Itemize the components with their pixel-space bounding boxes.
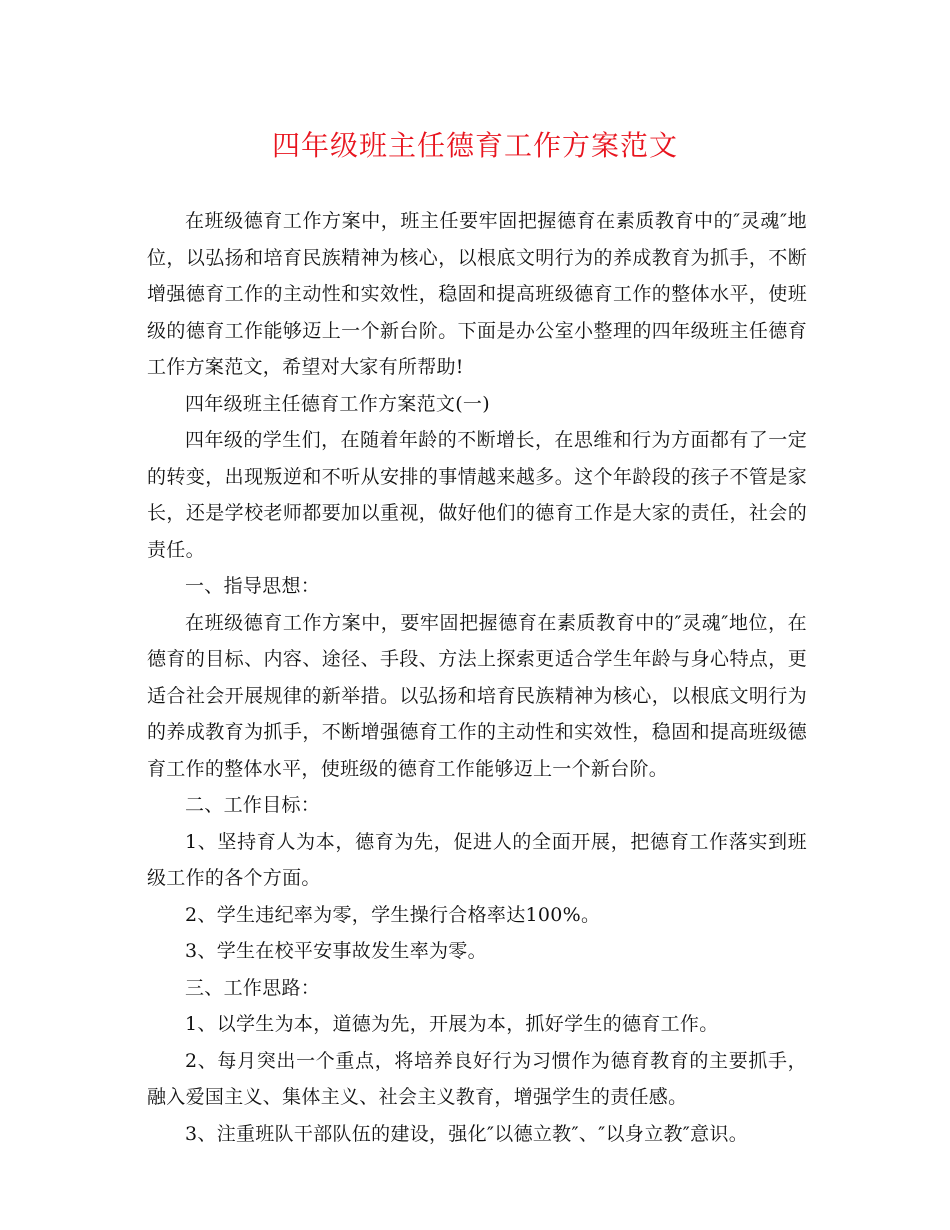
document-title: 四年级班主任德育工作方案范文 <box>271 129 678 162</box>
goal-item-2: 2、学生违纪率为零，学生操行合格率达100%。 <box>185 903 601 926</box>
guiding-thought-paragraph: 在班级德育工作方案中，要牢固把握德育在素质教育中的″灵魂″地位，在德育的目标、内容、途径、手段、方法上探索更适合学生年龄与身心特点，更适合社会开展规律的新举措。以弘扬和培育民族精神为核心，以根底文明行为的养成教育为抓手，不断增强德育工作的主动性和实效性，稳固和提高班级德育工作的整体水平，使班级的德育工作能够迈上一个新台阶。 <box>147 611 807 780</box>
idea-item-3: 3、注重班队干部队伍的建设，强化″以德立教″、″以身立教″意识。 <box>185 1122 749 1145</box>
section-heading-plan-one: 四年级班主任德育工作方案范文(一) <box>185 392 490 415</box>
heading-guiding-thought: 一、指导思想： <box>185 575 321 597</box>
goal-item-1: 1、坚持育人为本，德育为先，促进人的全面开展，把德育工作落实到班级工作的各个方面。 <box>147 830 807 889</box>
idea-item-1: 1、以学生为本，道德为先，开展为本，抓好学生的德育工作。 <box>185 1013 719 1035</box>
intro-paragraph: 在班级德育工作方案中，班主任要牢固把握德育在素质教育中的″灵魂″地位，以弘扬和培育民族精神为核心，以根底文明行为的养成教育为抓手，不断增强德育工作的主动性和实效性，稳固和提高班级德育工作的整体水平，使班级的德育工作能够迈上一个新台阶。下面是办公室小整理的四年级班主任德育工作方案范文，希望对大家有所帮助! <box>147 210 807 378</box>
document-body <box>147 203 807 1152</box>
goal-item-3: 3、学生在校平安事故发生率为零。 <box>185 940 487 962</box>
heading-work-goals: 二、工作目标： <box>185 794 321 816</box>
background-paragraph: 四年级的学生们，在随着年龄的不断增长，在思维和行为方面都有了一定的转变，出现叛逆和不听从安排的事情越来越多。这个年龄段的孩子不管是家长，还是学校老师都要加以重视，做好他们的德育工作是大家的责任，社会的责任。 <box>147 429 807 561</box>
idea-item-2: 2、每月突出一个重点，将培养良好行为习惯作为德育教育的主要抓手，融入爱国主义、集体主义、社会主义教育，增强学生的责任感。 <box>147 1049 807 1108</box>
heading-work-ideas: 三、工作思路： <box>185 976 321 999</box>
